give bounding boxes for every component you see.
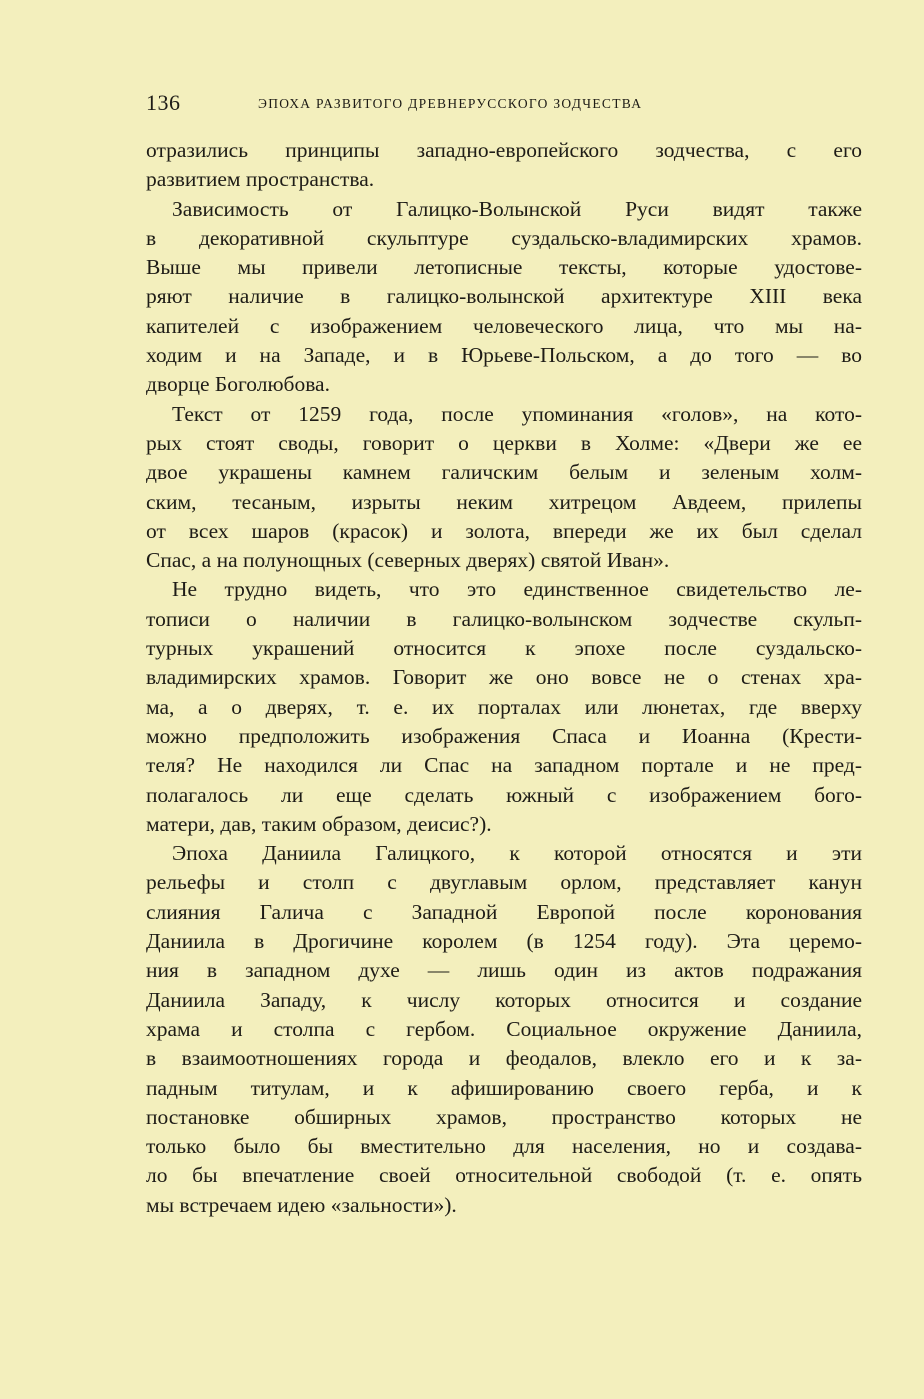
page-number: 136 <box>146 90 181 115</box>
text-line: тописи о наличии в галицко-волынском зодчестве скульп- <box>146 606 862 631</box>
text-line: от всех шаров (красок) и золота, впереди же их был сделал <box>146 518 862 543</box>
text-line: только было бы вместительно для населения, но и создава- <box>146 1134 862 1159</box>
text-line: дворце Боголюбова. <box>146 372 330 397</box>
text-line: ряют наличие в галицко-волынской архитектуре XIII века <box>146 284 862 309</box>
text-line: рых стоят своды, говорит о церкви в Холме: «Двери же ее <box>146 430 862 455</box>
text-line: падным титулам, и к афишированию своего герба, и к <box>146 1075 862 1100</box>
text-line: мы встречаем идею «зальности»). <box>146 1192 457 1217</box>
paragraph <box>146 195 862 400</box>
text-line: полагалось ли еще сделать южный с изображением бого- <box>146 782 862 807</box>
paragraph <box>146 400 862 576</box>
text-line: отразились принципы западно-европейского зодчества, с его <box>146 138 862 162</box>
text-line: ма, а о дверях, т. е. их порталах или люнетах, где вверху <box>146 694 862 719</box>
text-line: владимирских храмов. Говорит же оно вовсе не о стенах хра- <box>146 665 862 690</box>
text-line: развитием пространства. <box>146 167 375 192</box>
paragraph <box>146 575 862 839</box>
text-line: матери, дав, таким образом, деисис?). <box>146 811 492 836</box>
text-line: в взаимоотношениях города и феодалов, влекло его и к за- <box>146 1046 862 1071</box>
text-line: Текст от 1259 года, после упоминания «голов», на кото- <box>172 401 862 426</box>
text-line: Не трудно видеть, что это единственное свидетельство ле- <box>172 577 862 602</box>
running-header <box>146 88 862 118</box>
text-line: рельефы и столп с двуглавым орлом, представляет канун <box>146 870 862 895</box>
text-line: турных украшений относится к эпохе после суздальско- <box>146 636 862 661</box>
text-line: Даниила Западу, к числу которых относится и создание <box>146 987 862 1012</box>
text-line: Выше мы привели летописные тексты, которые удостове- <box>146 255 862 280</box>
running-title: ЭПОХА РАЗВИТОГО ДРЕВНЕРУССКОГО ЗОДЧЕСТВА <box>258 96 643 111</box>
text-line: ния в западном духе — лишь один из актов подражания <box>146 958 862 983</box>
text-line: ходим и на Западе, и в Юрьеве-Польском, а до того — во <box>146 343 862 368</box>
text-line: Спас, а на полунощных (северных дверях) святой Иван». <box>146 548 670 573</box>
text-line: Даниила в Дрогичине королем (в 1254 году). Эта церемо- <box>146 929 862 954</box>
text-line: в декоративной скульптуре суздальско-владимирских храмов. <box>146 225 862 250</box>
text-line: теля? Не находился ли Спас на западном портале и не пред- <box>146 753 862 778</box>
text-line: можно предположить изображения Спаса и Иоанна (Крести- <box>146 723 862 748</box>
text-line: слияния Галича с Западной Европой после коронования <box>146 899 862 924</box>
text-line: двое украшены камнем галичским белым и зеленым холм- <box>146 460 862 485</box>
text-line: капителей с изображением человеческого лица, что мы на- <box>146 313 862 338</box>
text-line: постановке обширных храмов, пространство которых не <box>146 1104 862 1129</box>
text-line: Эпоха Даниила Галицкого, к которой относятся и эти <box>172 841 862 866</box>
paragraph <box>146 136 862 195</box>
text-line: ло бы впечатление своей относительной свободой (т. е. опять <box>146 1163 862 1188</box>
body-text <box>146 136 862 1220</box>
text-line: ским, тесаным, изрыты неким хитрецом Авдеем, прилепы <box>146 489 862 514</box>
text-line: храма и столпа с гербом. Социальное окружение Даниила, <box>146 1016 862 1041</box>
text-line: Зависимость от Галицко-Волынской Руси видят также <box>172 196 862 221</box>
paragraph <box>146 839 862 1220</box>
